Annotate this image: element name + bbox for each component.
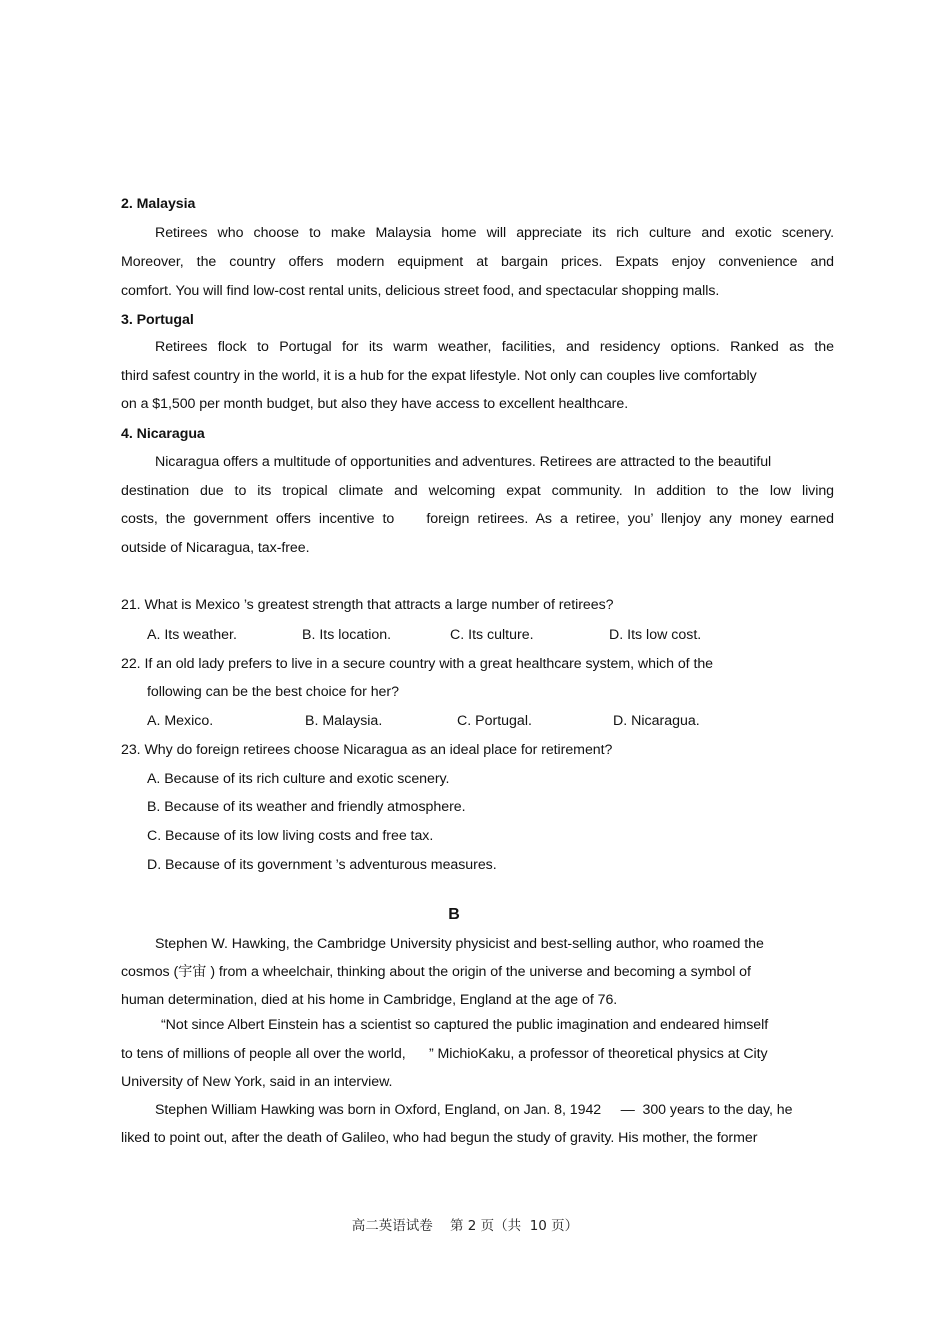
section-heading-portugal: 3. Portugal [121,312,194,328]
paragraph-line: to tens of millions of people all over the world, ” MichioKaku, a professor of theoretical physics at City [121,1046,768,1062]
question-22-option-a: A. Mexico. [147,713,214,729]
question-22-option-c: C. Portugal. [457,713,532,729]
question-21-option-b: B. Its location. [302,627,392,643]
paragraph-line: Stephen William Hawking was born in Oxford, England, on Jan. 8, 1942 — 300 years to the day, he [155,1102,793,1118]
paragraph-line: on a $1,500 per month budget, but also they have access to excellent healthcare. [121,396,629,412]
paragraph-line: comfort. You will find low-cost rental units, delicious street food, and spectacular shopping malls. [121,283,720,299]
paragraph-line: cosmos (宇宙 ) from a wheelchair, thinking about the origin of the universe and becoming a symbol of [121,964,751,980]
question-22-stem-continued: following can be the best choice for her? [147,684,399,700]
question-22-stem: 22. If an old lady prefers to live in a secure country with a great healthcare system, which of the [121,656,714,672]
paragraph-line: liked to point out, after the death of Galileo, who had begun the study of gravity. His mother, the former [121,1130,758,1146]
question-23-option-b: B. Because of its weather and friendly atmosphere. [147,799,466,815]
paragraph-line: University of New York, said in an interview. [121,1074,393,1090]
page-footer: 高二英语试卷 第 2 页（共 10 页） [351,1218,579,1234]
section-heading-malaysia: 2. Malaysia [121,196,196,212]
paragraph-line: Retirees who choose to make Malaysia home will appreciate its rich culture and exotic scenery. [155,225,834,241]
paragraph-line: costs, the government offers incentive to foreign retirees. As a retiree, you’ llenjoy any money earned [121,511,834,527]
question-22-option-b: B. Malaysia. [305,713,383,729]
paragraph-line: Stephen W. Hawking, the Cambridge University physicist and best-selling author, who roamed the [155,936,764,952]
question-22-option-d: D. Nicaragua. [613,713,700,729]
paragraph-line: third safest country in the world, it is a hub for the expat lifestyle. Not only can couples live comfortably [121,368,757,384]
question-21-option-c: C. Its culture. [450,627,534,643]
paragraph-line: outside of Nicaragua, tax-free. [121,540,310,556]
paragraph-line: destination due to its tropical climate and welcoming expat community. In addition to the low living [121,483,834,499]
question-23-option-d: D. Because of its government ’s adventurous measures. [147,857,497,873]
question-23-option-c: C. Because of its low living costs and free tax. [147,828,434,844]
question-21-option-d: D. Its low cost. [609,627,702,643]
section-heading-nicaragua: 4. Nicaragua [121,426,205,442]
passage-b-title: B [448,906,460,923]
question-23-option-a: A. Because of its rich culture and exotic scenery. [147,771,450,787]
paragraph-line: “Not since Albert Einstein has a scientist so captured the public imagination and endeared himself [161,1017,769,1033]
question-21-option-a: A. Its weather. [147,627,237,643]
question-21-stem: 21. What is Mexico ’s greatest strength that attracts a large number of retirees? [121,597,614,613]
question-23-stem: 23. Why do foreign retirees choose Nicaragua as an ideal place for retirement? [121,742,613,758]
paragraph-line: human determination, died at his home in Cambridge, England at the age of 76. [121,992,618,1008]
paragraph-line: Retirees flock to Portugal for its warm weather, facilities, and residency options. Ranked as the [155,339,834,355]
paragraph-line: Moreover, the country offers modern equipment at bargain prices. Expats enjoy convenience and [121,254,834,270]
paragraph-line: Nicaragua offers a multitude of opportunities and adventures. Retirees are attracted to the beautiful [155,454,772,470]
